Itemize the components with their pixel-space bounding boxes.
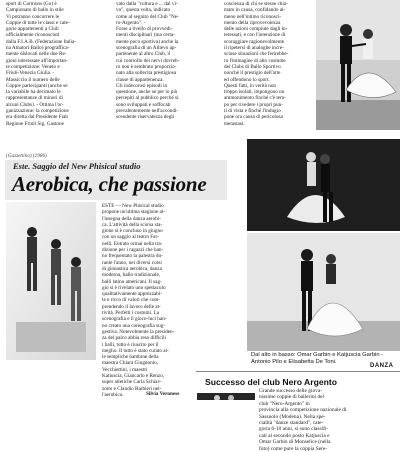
- text-line: il ripetersi di analoghe incre-: [224, 45, 284, 52]
- text-line: Katiuscia, Giancarlo e Renzo,: [102, 373, 165, 380]
- text-line: qualitativamente apprezzabi-: [102, 291, 163, 298]
- nero-argento-photo: [197, 390, 255, 400]
- text-line: Vecchiettini, i maestri: [102, 366, 148, 373]
- text-line: nissime coppie di ballerini del: [259, 394, 324, 401]
- text-line: ca. L'attività della scorsa sta-: [102, 221, 163, 228]
- text-line: Coppie di tutte le classi e cate-: [6, 19, 70, 26]
- top-article-col2: [116, 1, 208, 121]
- text-line: cui controllo dei nervi dovreb-: [116, 57, 180, 64]
- text-line: pone ora causa di pericolosa: [224, 114, 283, 121]
- text-line: vo", questa volta, indicato: [116, 7, 171, 14]
- text-line: gioni interessate all'importan-: [6, 57, 68, 64]
- text-line: ro-Argento". -: [116, 19, 146, 26]
- text-line: l'aerobica.: [102, 391, 124, 398]
- nero-argento-body: [259, 388, 397, 452]
- dance-photo-top: [316, 0, 400, 130]
- text-line: tività. Perfetti i costumi. La: [102, 310, 160, 317]
- text-line: sono sviluppati e soffocati: [116, 101, 171, 108]
- dance-photo-lower: [247, 233, 400, 351]
- text-line: le sempliche bambine della: [102, 354, 159, 361]
- text-line: Friuli-Venezia Giulia. -: [6, 70, 55, 77]
- text-line: di ginnastica aerobica, danza: [102, 265, 162, 272]
- text-line: mato in causa, confidando al-: [224, 7, 286, 14]
- text-line: Forse a livello di provvedi-: [116, 26, 173, 33]
- text-line: prendendo il lavoro delle at-: [102, 303, 161, 310]
- text-line: provincia alla competizione nazionale di: [259, 407, 347, 414]
- text-line: percepiti al pubblico perché si: [116, 95, 179, 102]
- article-title: Aerobica, che passione: [12, 172, 207, 196]
- dance-photo-middle: [247, 139, 400, 231]
- text-line: Coppie partecipanti (anche se: [6, 82, 68, 89]
- text-line: era diretta dal Presidente Fiab: [6, 114, 68, 121]
- text-line: mento della riprovevolezza: [224, 19, 281, 26]
- text-line: la variabile ha decimato le: [6, 89, 61, 96]
- top-article-col1: [6, 1, 98, 127]
- text-line: no creato una coreografia sug-: [102, 322, 166, 329]
- text-line: metastasi.: [224, 120, 245, 127]
- text-line: troppo isolati, impongono un: [224, 89, 285, 96]
- text-line: Campionato di ballo in stile: [6, 7, 64, 14]
- text-line: delle azioni compiute dagli in-: [224, 26, 288, 33]
- text-line: meglio. Il tutto è stato curato al-: [102, 347, 169, 354]
- text-line: Questi fatti, in verità non: [224, 82, 277, 89]
- text-line: Gli indecorosi episodi in: [116, 82, 168, 89]
- article-byline: Silvia Veronese: [146, 391, 180, 397]
- text-line: Massiccio il numero delle: [6, 76, 60, 83]
- text-line: prevalentemente nell'accondi-: [116, 108, 179, 115]
- text-line: sciose situazioni che ferirebbe-: [224, 51, 289, 58]
- text-line: ganizzazione: la competizione: [6, 108, 69, 115]
- text-line: Vi potranno concorrere le: [6, 13, 60, 20]
- text-line: dizione per i ragazzi che han-: [102, 247, 164, 254]
- text-line: Sassuolo (Modena). Nella spe-: [259, 413, 326, 420]
- text-line: teressati, e con l'intenzione di: [224, 32, 286, 39]
- text-line: nato alla sollecita prestigiosa: [116, 70, 177, 77]
- text-line: mente poco sportiva) anche la: [116, 38, 179, 45]
- text-line: cialità "danze standard", cate-: [259, 420, 324, 427]
- text-line: le e ricco di valori che com-: [102, 297, 161, 304]
- text-line: coscienza di chi se stesse chia-: [224, 1, 288, 7]
- text-line: nelli. Entrato ormai nella tra-: [102, 240, 163, 247]
- text-line: nonché il prestigio dell'arte: [224, 70, 281, 77]
- text-line: club "Nero-Argento" in: [259, 400, 310, 407]
- aerobica-body: [102, 203, 188, 398]
- text-line: questione, anche se per lo più: [116, 89, 178, 96]
- text-line: gione si è concluso in giugno: [102, 228, 163, 235]
- text-line: menti disciplinari (ma certa-: [116, 32, 175, 39]
- text-line: ed offendono lo sport.: [224, 76, 270, 83]
- text-line: l'insegna della danza aerobi-: [102, 215, 161, 222]
- text-line: za del palco abbia reso difficili: [102, 335, 167, 342]
- article-kicker: Este. Saggio del New Phisical studio: [13, 161, 141, 171]
- text-line: come al segnito del Club "Ne-: [116, 13, 179, 20]
- source-label: (Gazzettino) (1986): [6, 153, 47, 159]
- text-line: balli latino americani. Il sag-: [102, 278, 162, 285]
- text-line: goria 6-10 anni, si sono classifi-: [259, 426, 329, 433]
- text-line: ufficialmente riconosciuti: [6, 32, 60, 39]
- photo-caption: Dal alto in basso: Omar Garbin e Katjuscia Garbin - Antonio Pilo e Elisabetta De Toni.: [251, 352, 384, 365]
- text-line: super atletiche Carla Schiav-: [102, 379, 162, 386]
- text-line: sport di Cormons (Go) è: [6, 1, 57, 7]
- text-line: alcuni Clubs). - Ottima l'or-: [6, 101, 64, 108]
- text-line: cati al secondo posto Katjuscia e: [259, 432, 330, 439]
- text-line: ro non è sembrato proporzio-: [116, 63, 177, 70]
- text-line: propone un'ultima stagione al-: [102, 209, 166, 216]
- text-line: foto) come pure la coppia Sere-: [259, 445, 328, 452]
- text-line: scoraggiare ragionevolmente: [224, 38, 285, 45]
- text-line: partenente al altro Club, il: [116, 51, 171, 58]
- text-line: moderna, ballo tradizionale,: [102, 272, 161, 279]
- section-divider: [196, 371, 400, 372]
- text-line: na Amatori Ballo) prograffica-: [6, 45, 70, 52]
- text-line: ammonimento finché c'è tem-: [224, 95, 286, 102]
- text-line: ti di vista e finché l'indugio: [224, 108, 281, 115]
- text-line: rappresentanze di minori di: [6, 95, 63, 102]
- text-line: scenografia di un Allievo ap-: [116, 45, 177, 52]
- text-line: Regione Friuli Sig. Gastone: [6, 120, 64, 127]
- text-line: ro l'immagine di alto costume: [224, 57, 286, 64]
- aerobica-photo: [6, 202, 96, 360]
- text-line: mente dislocati nelle due Re-: [6, 51, 67, 58]
- text-line: i balli, tutto è riuscito per il: [102, 341, 159, 348]
- text-line: meno nell'intimo riconosci-: [224, 13, 282, 20]
- section-label: DANZA: [370, 363, 394, 369]
- text-line: dalla F.I.A.B. (Federazione Italia-: [6, 38, 77, 45]
- text-line: Omar Garbin di Monselice (nella: [259, 439, 331, 446]
- text-line: gestiva. Notevolmente la presiden-: [102, 328, 175, 335]
- text-line: zotto e Claudio Barbieri nel-: [102, 385, 162, 392]
- text-line: scendente riservatezza degli: [116, 114, 175, 121]
- text-line: Grande successo delle giova-: [259, 388, 323, 394]
- text-line: maestra Chiara Giugnonio,: [102, 360, 159, 367]
- nero-argento-title: Successo del club Nero Argento: [205, 377, 337, 387]
- text-line: gorie appartenenti a Club: [6, 26, 59, 33]
- text-line: scenografia e il gioco-luci han-: [102, 316, 167, 323]
- text-line: gio si è rivelato uno spettacolo: [102, 284, 166, 291]
- text-line: po per rivedere i propri pun-: [224, 101, 283, 108]
- text-line: rante l'anno, nei diversi corsi: [102, 259, 162, 266]
- text-line: classe di appartenenza.: [116, 76, 164, 83]
- text-line: vato dalla "cultura e ... dal vi-: [116, 1, 178, 7]
- text-line: te competizione: Veneto e: [6, 63, 60, 70]
- text-line: con un saggio al teatro Far-: [102, 234, 159, 241]
- text-line: dei Clubs di Ballo Sportivo: [224, 63, 281, 70]
- top-article-col3: [224, 1, 312, 127]
- text-line: no frequentato la palestra du-: [102, 253, 163, 260]
- text-line: ESTE — New Phisical studio: [102, 203, 164, 209]
